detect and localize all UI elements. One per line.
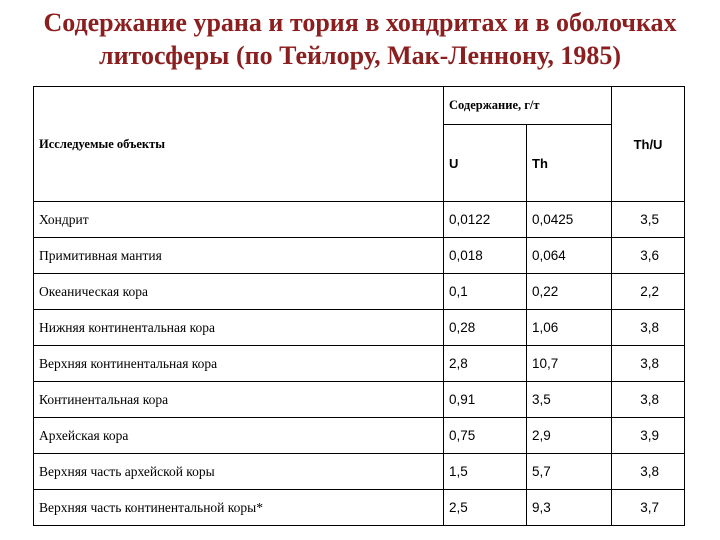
table-row xyxy=(34,310,685,346)
row-ratio-value: 2,2 xyxy=(612,274,685,310)
row-th-value: 9,3 xyxy=(527,490,612,526)
table-row xyxy=(34,454,685,490)
row-u-value: 1,5 xyxy=(444,454,527,490)
row-ratio-value: 3,8 xyxy=(612,382,685,418)
row-object-name: Верхняя континентальная кора xyxy=(34,346,444,382)
table-row xyxy=(34,202,685,238)
row-th-value: 1,06 xyxy=(527,310,612,346)
table-row xyxy=(34,274,685,310)
header-th: Th xyxy=(527,125,612,202)
row-object-name: Хондрит xyxy=(34,202,444,238)
row-ratio-value: 3,8 xyxy=(612,310,685,346)
title-line-2: литосферы (по Тейлору, Мак-Леннону, 1985) xyxy=(98,41,621,70)
row-ratio-value: 3,8 xyxy=(612,454,685,490)
row-th-value: 5,7 xyxy=(527,454,612,490)
row-th-value: 0,22 xyxy=(527,274,612,310)
table-row xyxy=(34,346,685,382)
header-u: U xyxy=(444,125,527,202)
row-th-value: 10,7 xyxy=(527,346,612,382)
row-ratio-value: 3,7 xyxy=(612,490,685,526)
table-row xyxy=(34,418,685,454)
table-row xyxy=(34,382,685,418)
row-u-value: 0,018 xyxy=(444,238,527,274)
header-row xyxy=(34,87,685,125)
row-object-name: Верхняя часть архейской коры xyxy=(34,454,444,490)
row-object-name: Континентальная кора xyxy=(34,382,444,418)
title-line-1: Содержание урана и тория в хондритах и в оболочках xyxy=(43,8,677,37)
row-th-value: 3,5 xyxy=(527,382,612,418)
row-object-name: Океаническая кора xyxy=(34,274,444,310)
row-u-value: 2,5 xyxy=(444,490,527,526)
row-object-name: Архейская кора xyxy=(34,418,444,454)
row-th-value: 2,9 xyxy=(527,418,612,454)
header-content: Содержание, г/т xyxy=(444,87,612,125)
row-object-name: Нижняя континентальная кора xyxy=(34,310,444,346)
header-objects: Исследуемые объекты xyxy=(34,87,444,202)
row-u-value: 0,28 xyxy=(444,310,527,346)
header-ratio: Th/U xyxy=(612,87,685,202)
row-object-name: Примитивная мантия xyxy=(34,238,444,274)
row-u-value: 0,91 xyxy=(444,382,527,418)
table-row xyxy=(34,238,685,274)
row-object-name: Верхняя часть континентальной коры* xyxy=(34,490,444,526)
row-u-value: 0,1 xyxy=(444,274,527,310)
uranium-thorium-table xyxy=(33,86,685,526)
table-row xyxy=(34,490,685,526)
row-ratio-value: 3,5 xyxy=(612,202,685,238)
row-u-value: 2,8 xyxy=(444,346,527,382)
row-th-value: 0,064 xyxy=(527,238,612,274)
row-ratio-value: 3,9 xyxy=(612,418,685,454)
row-u-value: 0,0122 xyxy=(444,202,527,238)
row-ratio-value: 3,8 xyxy=(612,346,685,382)
row-u-value: 0,75 xyxy=(444,418,527,454)
row-th-value: 0,0425 xyxy=(527,202,612,238)
row-ratio-value: 3,6 xyxy=(612,238,685,274)
page-title xyxy=(0,6,720,72)
